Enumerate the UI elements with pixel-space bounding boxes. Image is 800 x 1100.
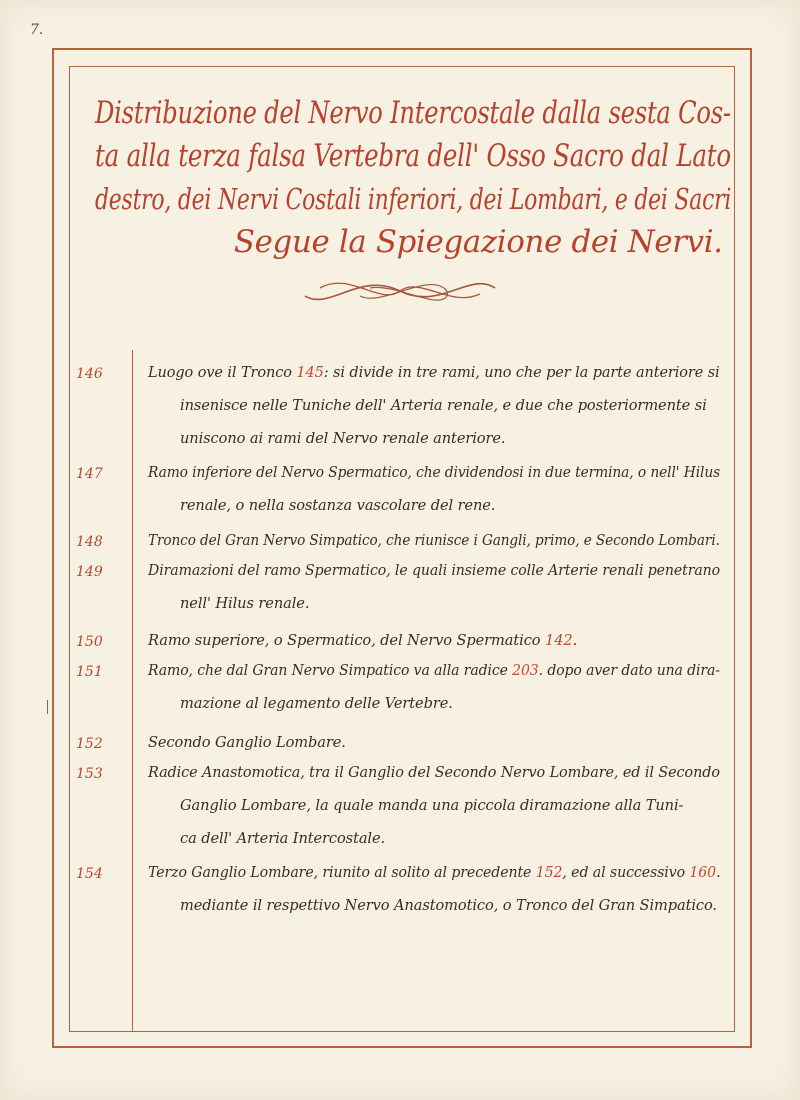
entry-text-line — [180, 595, 309, 612]
entry-text-line — [148, 562, 720, 579]
page-number: 7. — [30, 22, 44, 38]
entry-text: : si divide in tre rami, uno che per la parte anteriore si — [323, 364, 720, 381]
entry-text: ca dell' Arteria Intercostale. — [180, 830, 386, 847]
entry-text-line — [180, 430, 505, 447]
entry-text-line — [148, 764, 720, 781]
entry-text: Tronco del Gran Nervo Simpatico, che riunisce i Gangli, primo, e Secondo Lombari. — [148, 532, 720, 549]
calligraphic-flourish-icon — [300, 266, 500, 316]
entry-text-line — [180, 897, 717, 914]
entry-text-line — [148, 464, 720, 481]
entry-text: mediante il respettivo Nervo Anastomotico, o Tronco del Gran Simpatico. — [180, 897, 717, 914]
entry-text-line — [148, 532, 720, 549]
cross-reference-number: 203 — [512, 662, 539, 679]
entry-text-line — [148, 632, 577, 649]
cross-reference-number: 152 — [535, 864, 563, 881]
entry-text: mazione al legamento delle Vertebre. — [180, 695, 453, 712]
entry-text-line — [148, 864, 720, 881]
entry-text: insenisce nelle Tuniche dell' Arteria renale, e due che posteriormente si — [180, 397, 707, 414]
entry-text: . dopo aver dato una dira- — [538, 662, 720, 679]
entry-text: Diramazioni del ramo Spermatico, le quali insieme colle Arterie renali penetrano — [148, 562, 721, 579]
entry-text: Ganglio Lombare, la quale manda una piccola diramazione alla Tuni- — [180, 797, 684, 814]
entry-text: uniscono ai rami del Nervo renale anteriore. — [180, 430, 506, 447]
title-line: destro, dei Nervi Costali inferiori, dei Lombari, e dei Sacri — [95, 182, 732, 216]
entry-text: . — [572, 632, 578, 649]
entry-number: 150 — [76, 634, 103, 650]
entry-text-line — [180, 397, 707, 414]
cross-reference-number: 142 — [545, 632, 573, 649]
entry-text: . — [716, 864, 721, 881]
title-line: Segue la Spiegazione dei Nervi. — [233, 224, 723, 260]
cross-reference-number: 145 — [296, 364, 324, 381]
margin-tick — [47, 700, 48, 714]
title-line: ta alla terza falsa Vertebra dell' Osso Sacro dal Lato — [95, 138, 731, 174]
entry-text-line — [148, 662, 720, 679]
entry-text: Radice Anastomotica, tra il Ganglio del Secondo Nervo Lombare, ed il Secondo — [148, 764, 720, 781]
entry-text-line — [180, 830, 385, 847]
entry-text: Ramo inferiore del Nervo Spermatico, che dividendosi in due termina, o nell' Hilus — [148, 464, 721, 481]
entry-text: , ed al successivo — [562, 864, 690, 881]
entry-number: 151 — [76, 664, 103, 680]
page-title — [95, 92, 735, 264]
entry-number: 148 — [76, 534, 103, 550]
entry-text: renale, o nella sostanza vascolare del rene. — [180, 497, 496, 514]
entry-number: 146 — [76, 366, 103, 382]
entry-text-line — [180, 695, 453, 712]
entry-number: 153 — [76, 766, 103, 782]
entry-number: 149 — [76, 564, 103, 580]
title-line: Distribuzione del Nervo Intercostale dalla sesta Cos- — [95, 95, 731, 131]
entry-text-line — [180, 797, 683, 814]
entry-text: nell' Hilus renale. — [180, 595, 310, 612]
entry-text: Secondo Ganglio Lombare. — [148, 734, 346, 751]
cross-reference-number: 160 — [689, 864, 717, 881]
margin-rule — [132, 350, 133, 1032]
entry-text: Ramo superiore, o Spermatico, del Nervo Spermatico — [148, 632, 546, 649]
entry-text-line — [180, 497, 495, 514]
entry-number: 152 — [76, 736, 103, 752]
entry-text: Terzo Ganglio Lombare, riunito al solito al precedente — [148, 864, 536, 881]
entry-text: Luogo ove il Tronco — [148, 364, 297, 381]
entry-text: Ramo, che dal Gran Nervo Simpatico va alla radice — [148, 662, 513, 679]
entry-number: 147 — [76, 466, 103, 482]
entry-number: 154 — [76, 866, 103, 882]
entry-text-line — [148, 364, 720, 381]
entry-text-line — [148, 734, 346, 751]
